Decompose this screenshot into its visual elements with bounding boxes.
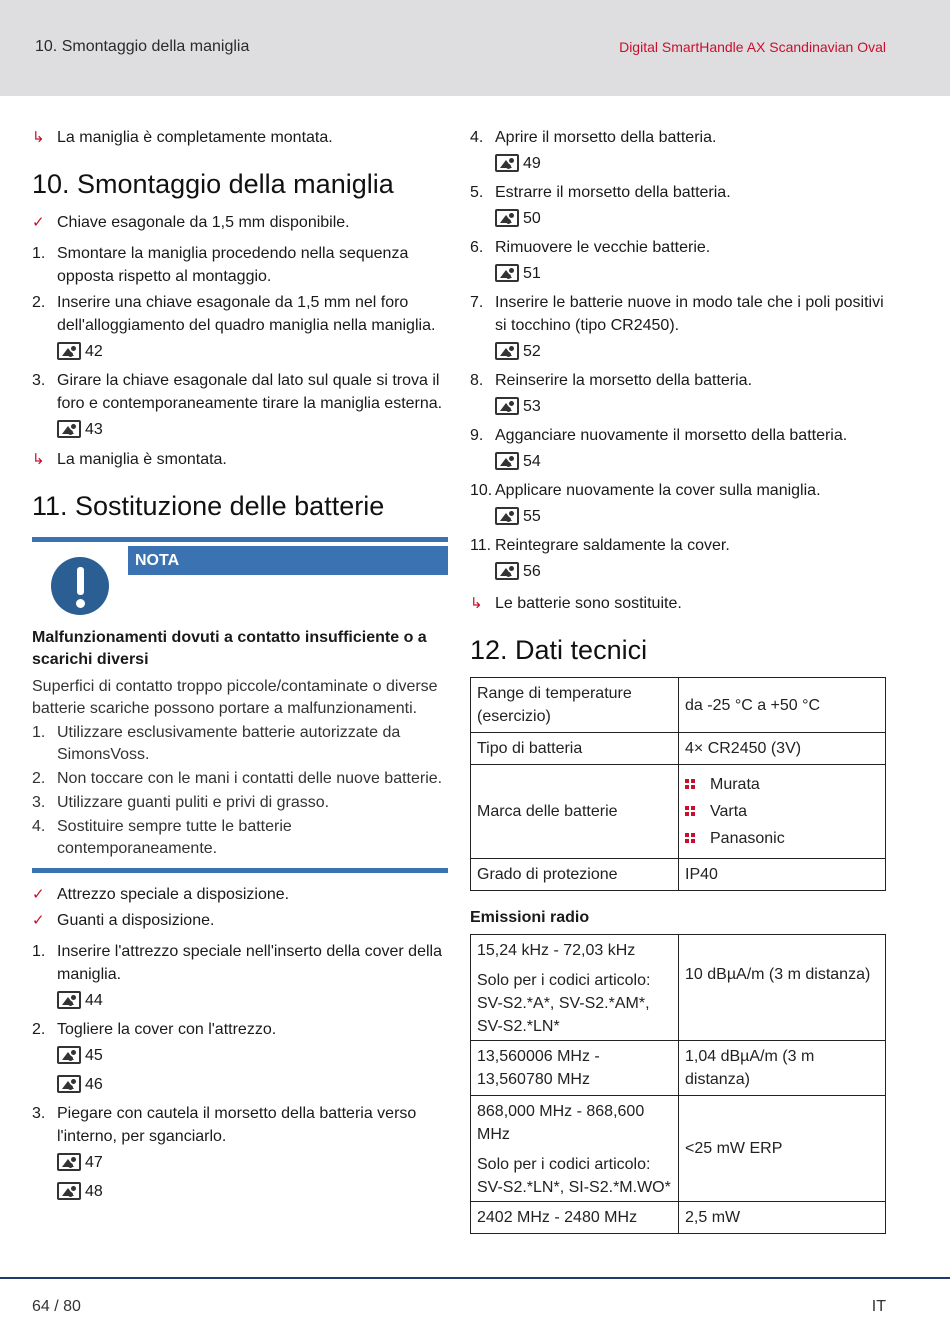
note-list <box>32 722 448 860</box>
radio-emissions-heading: Emissioni radio <box>470 909 590 926</box>
step-item: 3. Girare la chiave esagonale dal lato sul quale si trova il foro e contemporaneamente tirare la maniglia esterna. 43 <box>32 369 448 444</box>
brand-item: Varta <box>685 800 879 823</box>
bullet-icon <box>685 806 696 817</box>
radio-emissions-table <box>470 934 886 1234</box>
image-icon <box>495 154 519 172</box>
image-icon <box>57 420 81 438</box>
figure-reference[interactable]: 53 <box>495 393 886 419</box>
figure-reference[interactable]: 49 <box>495 150 886 176</box>
step-item: 1. Smontare la maniglia procedendo nella sequenza opposta rispetto al montaggio. <box>32 245 409 285</box>
header-section-title: 10. Smontaggio della maniglia <box>35 38 250 55</box>
table-row <box>471 1096 886 1202</box>
bullet-icon <box>685 779 696 790</box>
result-line: ↳ Le batterie sono sostituite. <box>470 592 886 615</box>
table-row <box>471 935 886 1041</box>
heading-section-10: 10. Smontaggio della maniglia <box>32 169 394 199</box>
table-cell: da -25 °C a +50 °C <box>679 678 886 733</box>
table-cell: 2,5 mW <box>679 1202 886 1234</box>
table-cell: Range di temperature (esercizio) <box>471 678 679 733</box>
note-bottom-bar <box>32 868 448 873</box>
figure-reference[interactable]: 48 <box>57 1178 448 1204</box>
heading-section-12: 12. Dati tecnici <box>470 635 648 665</box>
heading-section-11: 11. Sostituzione delle batterie <box>32 491 385 521</box>
image-icon <box>495 264 519 282</box>
right-column <box>470 126 886 1234</box>
step-item: 5. Estrarre il morsetto della batteria. 50 <box>470 181 886 233</box>
note-list-item: 2. Non toccare con le mani i contatti delle nuove batterie. <box>32 770 443 787</box>
figure-reference[interactable]: 47 <box>57 1149 448 1175</box>
note-text: Superfici di contatto troppo piccole/contaminate o diverse batterie scariche possono portare a malfunzionamenti. <box>32 678 438 717</box>
table-cell: 868,000 MHz - 868,600 MHz Solo per i codici articolo: SV-S2.*LN*, SI-S2.*M.WO* <box>471 1096 679 1202</box>
brand-item: Murata <box>685 773 879 796</box>
step-item: 6. Rimuovere le vecchie batterie. 51 <box>470 236 886 288</box>
image-icon <box>495 397 519 415</box>
note-list-item: 1. Utilizzare esclusivamente batterie autorizzate da SimonsVoss. <box>32 724 401 763</box>
figure-reference[interactable]: 56 <box>495 558 886 584</box>
image-icon <box>495 562 519 580</box>
table-cell: 4× CR2450 (3V) <box>679 733 886 765</box>
image-icon <box>57 1046 81 1064</box>
table-cell: 10 dBµA/m (3 m distanza) <box>679 935 886 1041</box>
table-row <box>471 859 886 891</box>
step-item: 2. Inserire una chiave esagonale da 1,5 mm nel foro dell'alloggiamento del quadro maniglia nella maniglia. 42 <box>32 291 448 366</box>
table-cell: 1,04 dBµA/m (3 m distanza) <box>679 1041 886 1096</box>
image-icon <box>495 209 519 227</box>
checkmark-icon: ✓ <box>32 912 45 929</box>
footer-divider <box>0 1277 950 1279</box>
figure-reference[interactable]: 45 <box>57 1042 448 1068</box>
figure-reference[interactable]: 46 <box>57 1071 448 1097</box>
checkmark-icon: ✓ <box>32 886 45 903</box>
table-cell: Marca delle batterie <box>471 765 679 859</box>
figure-reference[interactable]: 44 <box>57 987 448 1013</box>
figure-reference[interactable]: 43 <box>57 416 448 442</box>
table-cell: 2402 MHz - 2480 MHz <box>471 1202 679 1234</box>
result-line: ↳ La maniglia è smontata. <box>32 448 448 471</box>
image-icon <box>495 452 519 470</box>
left-column <box>32 126 448 1209</box>
table-row <box>471 1041 886 1096</box>
page-header <box>0 0 950 96</box>
page-number: 64 / 80 <box>32 1298 81 1315</box>
figure-reference[interactable]: 50 <box>495 205 886 231</box>
precondition-item: ✓ Guanti a disposizione. <box>32 909 448 932</box>
table-cell: Grado di protezione <box>471 859 679 891</box>
result-arrow-icon: ↳ <box>470 595 483 612</box>
steps-section-11 <box>32 940 448 1206</box>
result-arrow-icon: ↳ <box>32 451 45 468</box>
step-item: 4. Aprire il morsetto della batteria. 49 <box>470 126 886 178</box>
result-line: ↳ La maniglia è completamente montata. <box>32 126 448 149</box>
result-arrow-icon: ↳ <box>32 129 45 146</box>
note-label: NOTA <box>128 546 448 575</box>
tech-data-table <box>470 677 886 891</box>
image-icon <box>495 507 519 525</box>
bullet-icon <box>685 833 696 844</box>
header-product-name: Digital SmartHandle AX Scandinavian Oval <box>619 39 886 55</box>
table-cell: 13,560006 MHz - 13,560780 MHz <box>471 1041 679 1096</box>
brand-item: Panasonic <box>685 827 879 850</box>
table-row <box>471 733 886 765</box>
table-cell <box>679 765 886 859</box>
step-item: 1. Inserire l'attrezzo speciale nell'inserto della cover della maniglia. 44 <box>32 940 448 1015</box>
steps-section-10 <box>32 242 448 444</box>
figure-reference[interactable]: 54 <box>495 448 886 474</box>
image-icon <box>57 342 81 360</box>
step-item: 3. Piegare con cautela il morsetto della batteria verso l'interno, per sganciarlo. 47 48 <box>32 1102 448 1206</box>
note-list-item: 4. Sostituire sempre tutte le batterie contemporaneamente. <box>32 818 292 857</box>
table-row <box>471 1202 886 1234</box>
table-cell: 15,24 kHz - 72,03 kHz Solo per i codici articolo: SV-S2.*A*, SV-S2.*AM*, SV-S2.*LN* <box>471 935 679 1041</box>
language-code: IT <box>871 1298 886 1315</box>
figure-reference[interactable]: 55 <box>495 503 886 529</box>
step-item: 10. Applicare nuovamente la cover sulla maniglia. 55 <box>470 479 886 531</box>
image-icon <box>57 1075 81 1093</box>
table-row <box>471 678 886 733</box>
note-box <box>32 537 448 873</box>
step-item: 9. Agganciare nuovamente il morsetto della batteria. 54 <box>470 424 886 476</box>
image-icon <box>57 991 81 1009</box>
table-cell: <25 mW ERP <box>679 1096 886 1202</box>
table-cell: IP40 <box>679 859 886 891</box>
step-item: 8. Reinserire la morsetto della batteria. 53 <box>470 369 886 421</box>
step-item: 7. Inserire le batterie nuove in modo tale che i poli positivi si tocchino (tipo CR2450). 52 <box>470 291 886 366</box>
figure-reference[interactable]: 52 <box>495 338 886 364</box>
figure-reference[interactable]: 51 <box>495 260 886 286</box>
precondition-item: ✓ Attrezzo speciale a disposizione. <box>32 883 448 906</box>
checkmark-icon: ✓ <box>32 214 45 231</box>
step-item: 11. Reintegrare saldamente la cover. 56 <box>470 534 886 586</box>
table-cell: Tipo di batteria <box>471 733 679 765</box>
precondition-item: ✓ Chiave esagonale da 1,5 mm disponibile. <box>32 211 448 234</box>
note-title: Malfunzionamenti dovuti a contatto insufficiente o a scarichi diversi <box>32 629 427 668</box>
table-row <box>471 765 886 859</box>
step-item: 2. Togliere la cover con l'attrezzo. 45 46 <box>32 1018 448 1099</box>
note-list-item: 3. Utilizzare guanti puliti e privi di grasso. <box>32 794 330 811</box>
figure-reference[interactable]: 42 <box>57 338 448 364</box>
exclamation-icon <box>51 557 109 615</box>
image-icon <box>57 1182 81 1200</box>
steps-section-11-continued <box>470 126 886 586</box>
image-icon <box>495 342 519 360</box>
image-icon <box>57 1153 81 1171</box>
